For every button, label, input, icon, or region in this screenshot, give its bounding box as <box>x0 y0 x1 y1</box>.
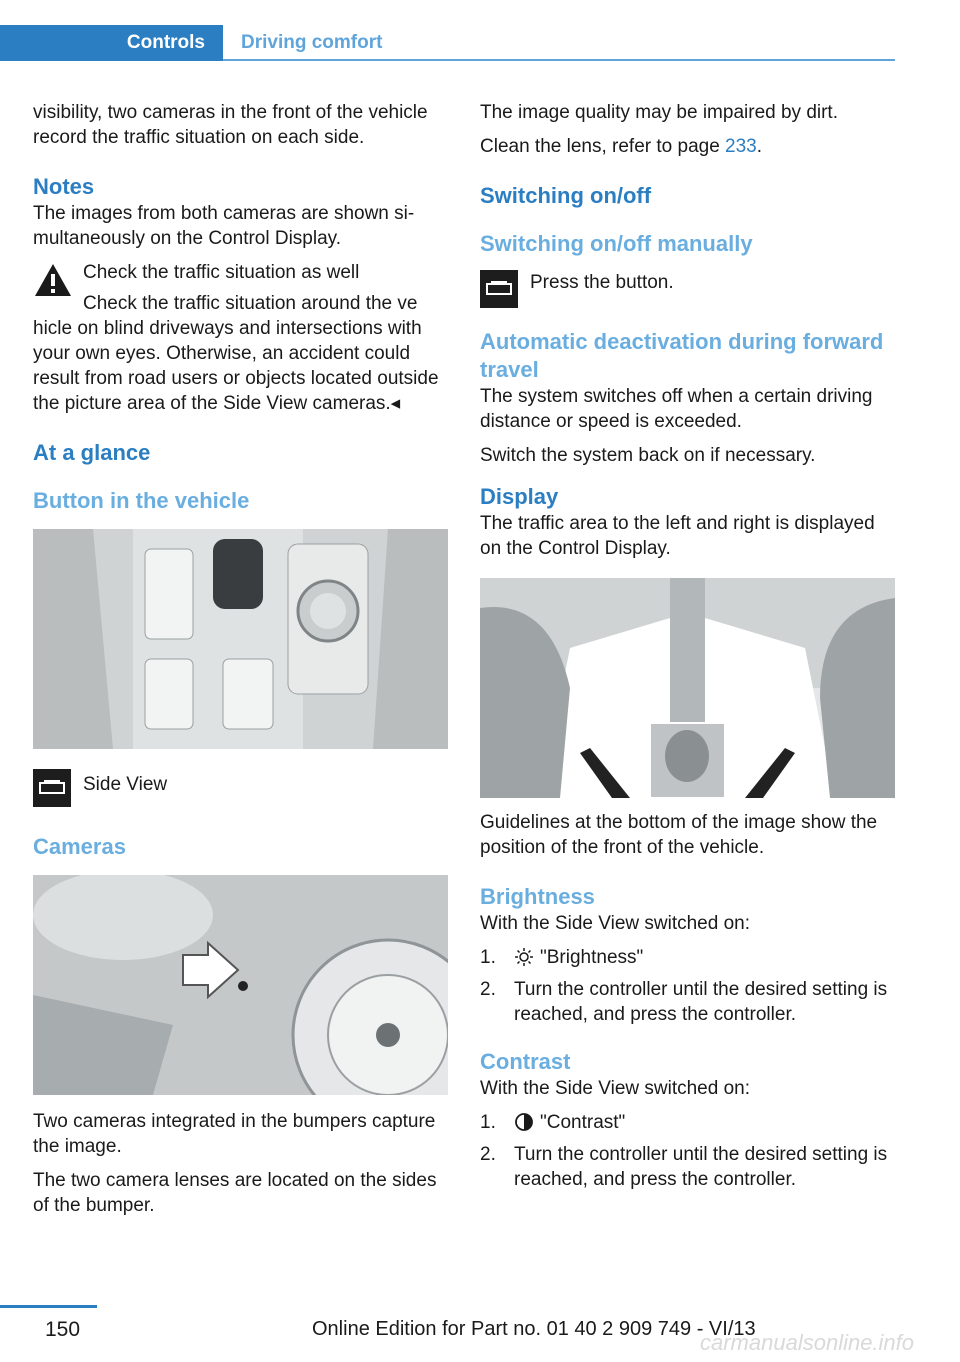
step-text: "Brightness" <box>540 947 644 968</box>
auto-text-1: The system switches off when a certain driving distance or speed is exceeded. <box>480 386 873 432</box>
warning-icon <box>33 262 73 298</box>
side-view-display-image <box>480 578 895 798</box>
press-button-row <box>480 270 895 310</box>
intro-text: visibility, two cameras in the front of the vehicle record the traffic situation on each side. <box>33 102 428 148</box>
brightness-heading: Brightness <box>480 884 595 909</box>
brightness-intro: With the Side View switched on: <box>480 913 751 934</box>
manual-heading: Switching on/off manually <box>480 231 753 256</box>
warning-block <box>33 260 448 316</box>
cameras-text-1: Two cameras integrated in the bumpers capture the image. <box>33 1111 436 1157</box>
image-quality-text: The image quality may be impaired by dirt. <box>480 102 838 123</box>
footer-edition: Online Edition for Part no. 01 40 2 909 749 - VI/13 <box>312 1318 756 1340</box>
notes-text: The images from both cameras are shown simultaneously on the Control Display. <box>33 203 415 249</box>
cameras-heading: Cameras <box>33 834 126 859</box>
bumper-camera-image <box>33 875 448 1095</box>
guidelines-text: Guidelines at the bottom of the image show the position of the front of the vehicle. <box>480 812 878 858</box>
header-tabs <box>0 25 895 61</box>
contrast-heading: Contrast <box>480 1049 571 1074</box>
camera-icon <box>39 780 65 796</box>
contrast-icon <box>514 1113 534 1131</box>
press-button-text: Press the button. <box>530 272 674 293</box>
center-console-image <box>33 529 448 749</box>
clean-suffix: . <box>756 136 763 157</box>
step-text: Turn the controller until the desired setting is reached, and press the controller. <box>514 979 888 1025</box>
side-view-row <box>33 769 448 809</box>
step-number: 1. <box>480 1112 496 1133</box>
step-text: "Contrast" <box>540 1112 626 1133</box>
display-heading: Display <box>480 484 559 509</box>
auto-deactivation-heading: Automatic deactivation during forward travel <box>480 329 884 382</box>
warning-title: Check the traffic situation as well <box>83 262 360 283</box>
list-item <box>480 1142 895 1192</box>
list-item <box>480 945 895 970</box>
at-a-glance-heading: At a glance <box>33 440 151 465</box>
contrast-intro: With the Side View switched on: <box>480 1078 751 1099</box>
tab-driving-comfort[interactable]: Driving comfort <box>241 32 383 53</box>
watermark: carmanualsonline.info <box>700 1330 915 1355</box>
clean-lens-text <box>480 134 895 159</box>
notes-heading: Notes <box>33 174 95 199</box>
step-text: Turn the controller until the desired setting is reached, and press the controller. <box>514 1144 888 1190</box>
brightness-steps <box>480 945 895 1027</box>
step-number: 2. <box>480 1144 496 1165</box>
warning-text: hicle on blind driveways and intersections with your own eyes. Otherwise, an accident could result from road users or objects located outside the picture area of the Side View cameras.◂ <box>33 318 439 414</box>
footer-rule <box>0 1305 97 1308</box>
side-view-display-illustration <box>480 578 895 798</box>
switching-heading: Switching on/off <box>480 183 652 208</box>
clean-prefix: Clean the lens, refer to page <box>480 136 726 157</box>
step-number: 1. <box>480 947 496 968</box>
page-link-233[interactable]: 233 <box>725 136 757 157</box>
page-number: 150 <box>45 1318 81 1341</box>
bumper-camera-illustration <box>33 875 448 1095</box>
list-item <box>480 1110 895 1135</box>
right-column <box>480 100 895 1199</box>
cameras-text-2: The two camera lenses are located on the sides of the bumper. <box>33 1170 437 1216</box>
side-view-button-icon-2[interactable] <box>480 270 518 308</box>
side-view-label: Side View <box>83 774 168 795</box>
step-number: 2. <box>480 979 496 1000</box>
contrast-steps <box>480 1110 895 1192</box>
camera-icon <box>486 281 512 297</box>
center-console-illustration <box>33 529 448 749</box>
button-in-vehicle-heading: Button in the vehicle <box>33 488 250 513</box>
brightness-icon <box>514 948 534 966</box>
side-view-button-icon[interactable] <box>33 769 71 807</box>
display-text: The traffic area to the left and right is displayed on the Control Display. <box>480 513 875 559</box>
warning-first-line: Check the traffic situation around the ve <box>83 293 418 314</box>
list-item <box>480 977 895 1027</box>
header-rule <box>223 59 895 61</box>
tab-controls[interactable]: Controls <box>0 25 223 61</box>
auto-text-2: Switch the system back on if necessary. <box>480 445 816 466</box>
left-column <box>33 100 448 1227</box>
